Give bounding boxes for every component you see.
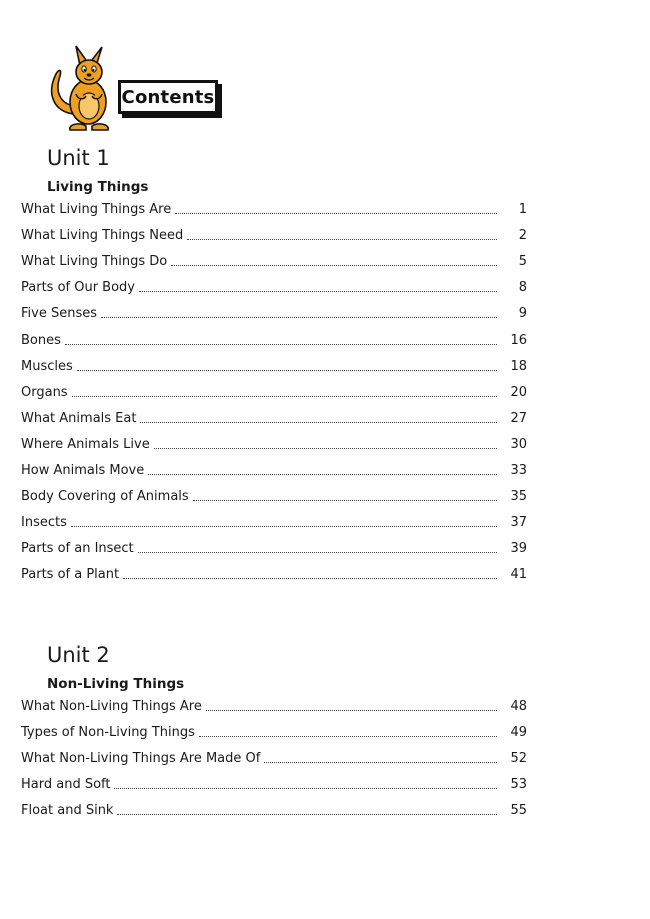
dot-leader: [140, 422, 497, 423]
unit-1: [47, 146, 148, 195]
toc-entry-title: Body Covering of Animals: [21, 489, 189, 505]
toc-entry-page-number: 1: [518, 202, 527, 217]
toc-entry-title: Hard and Soft: [21, 777, 111, 793]
toc-entry-title: Five Senses: [21, 306, 98, 322]
toc-entry[interactable]: [21, 409, 527, 427]
toc-entry-page-number: 39: [510, 541, 527, 557]
toc-entry-title: Muscles: [21, 358, 73, 374]
toc-entry-page-number: 9: [518, 306, 527, 322]
toc-entry-page-number: 27: [510, 410, 527, 426]
toc-entry-title: Parts of Our Body: [21, 280, 135, 296]
toc-entry-page-number: 16: [510, 332, 527, 348]
toc-entry-page-number: 2: [518, 228, 527, 244]
dot-leader: [138, 552, 497, 553]
toc-entry[interactable]: [21, 304, 527, 322]
dot-leader: [199, 736, 497, 737]
dot-leader: [123, 578, 497, 579]
toc-entry-page-number: 35: [510, 489, 527, 505]
dot-leader: [154, 448, 497, 449]
toc-entry[interactable]: [21, 461, 527, 479]
toc-entry-page-number: 41: [510, 567, 527, 583]
toc-entry[interactable]: [21, 513, 527, 531]
dot-leader: [148, 474, 497, 475]
toc-entry-title: Float and Sink: [21, 803, 114, 819]
toc-entry-page-number: 37: [510, 515, 527, 531]
toc-entry-title: What Living Things Are: [21, 202, 172, 217]
contents-title-box: [118, 80, 218, 114]
toc-entry[interactable]: [21, 539, 527, 557]
dot-leader: [71, 526, 497, 527]
dot-leader: [65, 344, 497, 345]
dot-leader: [175, 213, 497, 214]
toc-entry[interactable]: [21, 487, 527, 505]
toc-entry-title: What Living Things Need: [21, 228, 184, 244]
toc-entry[interactable]: [21, 723, 527, 741]
toc-entry[interactable]: [21, 226, 527, 244]
toc-entry-page-number: 55: [510, 803, 527, 819]
toc-entry-page-number: 5: [518, 254, 527, 270]
dot-leader: [114, 788, 497, 789]
toc-entry[interactable]: [21, 252, 527, 270]
toc-entry-title: Bones: [21, 332, 61, 348]
unit-heading: Unit 2: [47, 643, 110, 667]
toc-entry-title: How Animals Move: [21, 463, 145, 478]
dot-leader: [193, 500, 497, 501]
toc-entry[interactable]: [21, 749, 527, 767]
contents-header: [44, 44, 224, 134]
toc-entry-title: Insects: [21, 515, 67, 531]
toc-entry-page-number: 48: [510, 699, 527, 714]
dot-leader: [171, 265, 497, 266]
toc-entry[interactable]: [21, 278, 527, 296]
toc-entry[interactable]: [21, 200, 527, 218]
toc-entry-title: Parts of a Plant: [21, 567, 120, 583]
dot-leader: [117, 814, 497, 815]
toc-entry[interactable]: [21, 435, 527, 453]
section-heading: Non-Living Things: [47, 676, 185, 692]
section-heading: Living Things: [47, 179, 149, 195]
toc-entry[interactable]: [21, 331, 527, 349]
toc-entry-page-number: 49: [510, 725, 527, 741]
page-title: Contents: [121, 86, 215, 108]
toc-entry-page-number: 52: [510, 751, 527, 767]
toc-entry-title: What Living Things Do: [21, 254, 168, 270]
toc-entry-title: What Animals Eat: [21, 410, 137, 426]
dot-leader: [139, 291, 497, 292]
unit-heading: Unit 1: [47, 146, 110, 170]
toc-entry-page-number: 33: [510, 463, 527, 478]
toc-entry[interactable]: [21, 357, 527, 375]
toc-entry[interactable]: [21, 801, 527, 819]
dot-leader: [77, 370, 497, 371]
dot-leader: [101, 317, 497, 318]
toc-entry-title: Organs: [21, 384, 68, 400]
toc-entry[interactable]: [21, 775, 527, 793]
toc-entry-page-number: 30: [510, 436, 527, 452]
toc-entry-page-number: 8: [518, 280, 527, 296]
toc-entry-title: Types of Non-Living Things: [21, 725, 195, 741]
dot-leader: [72, 396, 497, 397]
toc-entry-page-number: 20: [510, 384, 527, 400]
toc-entry[interactable]: [21, 565, 527, 583]
unit-2: [47, 643, 184, 692]
toc-entry-title: Where Animals Live: [21, 436, 150, 452]
toc-entry[interactable]: [21, 383, 527, 401]
dot-leader: [187, 239, 497, 240]
dot-leader: [264, 762, 497, 763]
toc-entry-page-number: 53: [510, 777, 527, 793]
toc-entry-title: What Non-Living Things Are: [21, 699, 202, 714]
toc-entry-title: What Non-Living Things Are Made Of: [21, 751, 261, 767]
dot-leader: [206, 710, 497, 711]
toc-entry-title: Parts of an Insect: [21, 541, 134, 557]
toc-entry[interactable]: [21, 697, 527, 715]
toc-entry-page-number: 18: [510, 358, 527, 374]
